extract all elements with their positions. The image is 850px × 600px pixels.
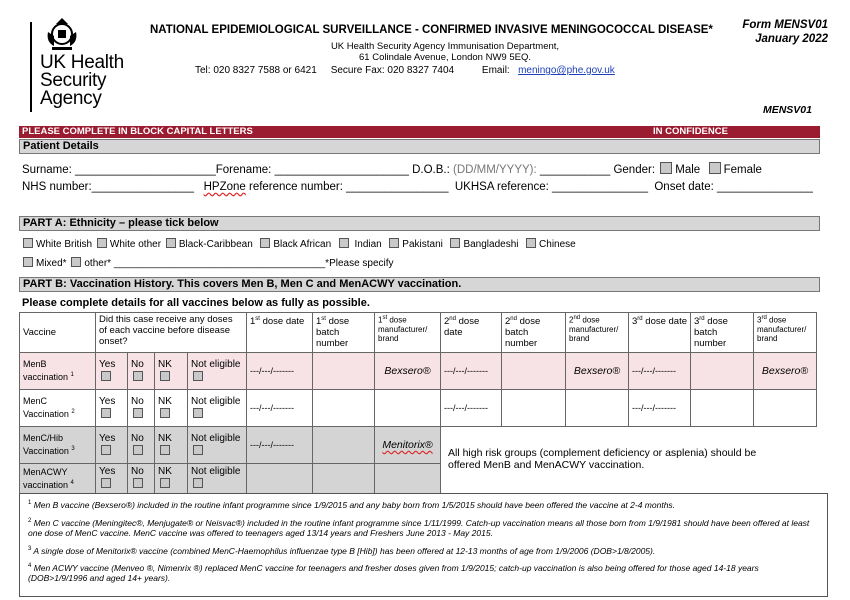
dob-field[interactable]: ___________ bbox=[539, 164, 611, 176]
vaccine-name: MenC/Hib Vaccination bbox=[23, 433, 69, 456]
vaccine-name: MenC Vaccination bbox=[23, 396, 69, 419]
nk-checkbox[interactable] bbox=[160, 478, 170, 488]
dose-ordinal: 3 bbox=[632, 316, 638, 328]
dose-suffix: rd bbox=[761, 315, 767, 321]
dose-label: dose date bbox=[444, 316, 480, 339]
dose1-batch-field[interactable] bbox=[313, 353, 375, 390]
org-line-2: Security bbox=[40, 70, 107, 91]
footnotes-box bbox=[19, 493, 828, 597]
col-dose1-batch bbox=[313, 313, 375, 353]
not-eligible-checkbox[interactable] bbox=[193, 445, 203, 455]
logo-bar bbox=[30, 22, 32, 112]
other-specify-field[interactable]: ______________________________________ bbox=[113, 258, 326, 269]
dose3-batch-field[interactable] bbox=[691, 353, 754, 390]
email-link[interactable]: meningo@phe.gov.uk bbox=[518, 65, 615, 76]
footnote-3 bbox=[28, 544, 819, 556]
no-option bbox=[128, 390, 155, 427]
not-eligible-option bbox=[188, 427, 247, 464]
nk-option bbox=[155, 390, 188, 427]
female-checkbox[interactable] bbox=[709, 162, 721, 174]
dose1-date-field[interactable]: ---/---/------- bbox=[247, 353, 313, 390]
dob-label: D.O.B.: bbox=[412, 164, 450, 176]
royal-crest-icon bbox=[44, 16, 80, 52]
dose1-batch-field[interactable] bbox=[313, 427, 375, 464]
male-checkbox[interactable] bbox=[660, 162, 672, 174]
dose1-batch-field[interactable] bbox=[313, 464, 375, 494]
block-capitals-notice: PLEASE COMPLETE IN BLOCK CAPITAL LETTERS bbox=[22, 126, 253, 137]
nk-label: NK bbox=[158, 466, 172, 477]
indian-checkbox[interactable] bbox=[339, 238, 349, 248]
no-checkbox[interactable] bbox=[133, 445, 143, 455]
yes-option bbox=[96, 427, 128, 464]
footnote-1 bbox=[28, 498, 819, 510]
dose-ordinal: 2 bbox=[444, 316, 450, 328]
not-eligible-label: Not eligible bbox=[191, 358, 241, 370]
yes-label: Yes bbox=[99, 358, 116, 370]
no-label: No bbox=[131, 466, 144, 477]
yes-option bbox=[96, 353, 128, 390]
nhs-number-field[interactable]: NHS number:________________ bbox=[22, 181, 194, 193]
nk-label: NK bbox=[158, 358, 172, 370]
dose-ordinal: 1 bbox=[378, 315, 383, 325]
org-line-1: UK Health bbox=[40, 52, 124, 73]
row-label bbox=[20, 390, 96, 427]
white-british-label: White British bbox=[36, 239, 93, 250]
dose-suffix: st bbox=[382, 315, 388, 321]
dose-suffix: rd bbox=[699, 316, 705, 322]
yes-checkbox[interactable] bbox=[101, 478, 111, 488]
vaccination-instruction: Please complete details for all vaccines below as fully as possible. bbox=[22, 297, 370, 309]
nk-checkbox[interactable] bbox=[160, 445, 170, 455]
dose-label: dose batch number bbox=[316, 316, 350, 350]
col-dose1-date bbox=[247, 313, 313, 353]
dose-label: dose manufacturer/ brand bbox=[569, 315, 619, 343]
form-date: January 2022 bbox=[755, 33, 828, 45]
row-label bbox=[20, 464, 96, 494]
dose2-batch-field[interactable] bbox=[502, 390, 566, 427]
female-label: Female bbox=[723, 164, 762, 176]
dose1-brand-field[interactable] bbox=[375, 464, 441, 494]
footnote-text: Men C vaccine (Meningitec®, Menjugate® or Neisvac®) included in the routine infant programme since 1/11/1999. Catch-up vaccination means all those born from 1/9/1981 should have been offered at least one dose of MenC vaccine. MenC vaccine was offered to teenagers aged 13/14 years and Freshers June 2013 - May 2015. bbox=[28, 517, 810, 538]
patient-row-2 bbox=[22, 181, 813, 193]
footnote-number: 1 bbox=[28, 500, 32, 506]
footnote-text: Men B vaccine (Bexsero®) included in the routine infant programme since 1/9/2015 and any baby born from 1/5/2015 should have been offered the vaccine at 2-4 months. bbox=[33, 499, 676, 510]
dose1-brand-field[interactable]: Bexsero® bbox=[375, 353, 441, 390]
high-risk-note: All high risk groups (complement deficiency or asplenia) should be offered MenB and MenACWY vaccination. bbox=[448, 447, 757, 471]
dob-hint: (DD/MM/YYYY): bbox=[453, 164, 537, 176]
footnote-4 bbox=[28, 561, 819, 583]
dose-suffix: st bbox=[321, 316, 326, 322]
dose2-date-field[interactable]: ---/---/------- bbox=[441, 353, 502, 390]
black-african-checkbox[interactable] bbox=[260, 238, 270, 248]
not-eligible-checkbox[interactable] bbox=[193, 478, 203, 488]
yes-label: Yes bbox=[99, 432, 116, 444]
dose-label: dose manufacturer/ brand bbox=[757, 315, 807, 343]
col-vaccine: Vaccine bbox=[20, 313, 96, 353]
vaccination-heading: PART B: Vaccination History. This covers Men B, Men C and MenACWY vaccination. bbox=[19, 277, 820, 292]
hpzone-field[interactable]: reference number: ________________ bbox=[248, 181, 449, 193]
dose-suffix: nd bbox=[573, 315, 581, 321]
mixed-checkbox[interactable] bbox=[23, 257, 33, 267]
other-label: other* bbox=[84, 258, 112, 269]
col-question: Did this case receive any doses of each vaccine before disease onset? bbox=[96, 313, 247, 353]
dose1-date-field[interactable]: ---/---/------- bbox=[247, 390, 313, 427]
black-caribbean-label: Black-Caribbean bbox=[178, 239, 253, 250]
address-line-2: 61 Colindale Avenue, London NW9 5EQ. bbox=[359, 52, 531, 63]
table-row-menc bbox=[20, 390, 817, 427]
footnote-ref: 4 bbox=[70, 479, 74, 486]
confidence-notice: IN CONFIDENCE bbox=[653, 126, 728, 137]
form-title: NATIONAL EPIDEMIOLOGICAL SURVEILLANCE - CONFIRMED INVASIVE MENINGOCOCCAL DISEASE* bbox=[150, 24, 713, 36]
footnote-number: 3 bbox=[28, 545, 32, 552]
bangladeshi-checkbox[interactable] bbox=[450, 238, 460, 248]
no-option bbox=[128, 464, 155, 494]
not-eligible-option bbox=[188, 390, 247, 427]
nk-label: NK bbox=[158, 395, 172, 407]
no-option bbox=[128, 427, 155, 464]
black-caribbean-checkbox[interactable] bbox=[166, 238, 176, 248]
yes-checkbox[interactable] bbox=[101, 445, 111, 455]
yes-label: Yes bbox=[99, 395, 116, 407]
dose2-brand-field[interactable] bbox=[566, 390, 629, 427]
nk-checkbox[interactable] bbox=[160, 371, 170, 381]
chinese-label: Chinese bbox=[539, 239, 576, 250]
form-code: MENSV01 bbox=[762, 104, 812, 116]
onset-date-field[interactable]: Onset date: _______________ bbox=[654, 181, 813, 193]
col-dose2-brand bbox=[566, 313, 629, 353]
pakistani-checkbox[interactable] bbox=[389, 238, 399, 248]
dose-label: dose batch number bbox=[694, 316, 728, 350]
other-checkbox[interactable] bbox=[71, 257, 81, 267]
footnote-number: 4 bbox=[28, 563, 32, 570]
dose-ordinal: 2 bbox=[505, 316, 511, 328]
org-name bbox=[40, 54, 124, 108]
not-eligible-label: Not eligible bbox=[191, 395, 241, 407]
not-eligible-label: Not eligible bbox=[191, 466, 241, 477]
footnote-ref: 3 bbox=[71, 446, 75, 452]
dose2-date-field[interactable]: ---/---/------- bbox=[441, 390, 502, 427]
ethnicity-options bbox=[21, 238, 576, 250]
white-other-label: White other bbox=[109, 239, 162, 250]
no-checkbox[interactable] bbox=[133, 371, 143, 381]
specify-note: *Please specify bbox=[325, 258, 394, 269]
table-row-menb bbox=[20, 353, 817, 390]
mixed-label: Mixed* bbox=[36, 258, 67, 269]
dose-suffix: nd bbox=[510, 316, 517, 322]
black-african-label: Black African bbox=[273, 239, 332, 250]
footnote-ref: 2 bbox=[71, 409, 75, 415]
table-header-row bbox=[20, 313, 817, 353]
white-other-checkbox[interactable] bbox=[97, 238, 107, 248]
dose-ordinal: 2 bbox=[569, 315, 574, 325]
no-label: No bbox=[131, 358, 144, 370]
contact-line bbox=[195, 65, 615, 76]
org-line-3: Agency bbox=[40, 88, 102, 109]
nk-option bbox=[155, 464, 188, 494]
not-eligible-checkbox[interactable] bbox=[193, 371, 203, 381]
dose2-batch-field[interactable] bbox=[502, 353, 566, 390]
footnote-ref: 1 bbox=[70, 372, 74, 378]
indian-label: Indian bbox=[354, 239, 382, 250]
footnote-number: 2 bbox=[28, 517, 32, 524]
dose3-date-field[interactable]: ---/---/------- bbox=[629, 353, 691, 390]
form-id-block bbox=[742, 18, 828, 46]
gender-label: Gender: bbox=[613, 164, 656, 176]
yes-option bbox=[96, 464, 128, 494]
nk-label: NK bbox=[158, 432, 172, 444]
nk-option bbox=[155, 427, 188, 464]
col-dose2-batch bbox=[502, 313, 566, 353]
forename-field[interactable]: Forename: _____________________ bbox=[215, 164, 409, 176]
vaccine-name: MenB vaccination bbox=[23, 359, 69, 382]
bangladeshi-label: Bangladeshi bbox=[463, 239, 519, 250]
surname-field[interactable]: Surname: ______________________ bbox=[22, 164, 216, 176]
ukhsa-reference-field[interactable]: UKHSA reference: _______________ bbox=[454, 181, 648, 193]
dose-label: dose date bbox=[645, 316, 688, 328]
dose3-date-field[interactable]: ---/---/------- bbox=[629, 390, 691, 427]
chinese-checkbox[interactable] bbox=[526, 238, 536, 248]
address-line-1: UK Health Security Agency Immunisation Department, bbox=[330, 41, 560, 52]
no-checkbox[interactable] bbox=[133, 408, 143, 418]
dose-label: dose batch number bbox=[505, 316, 541, 350]
dose3-brand-field[interactable]: Bexsero® bbox=[754, 353, 817, 390]
ethnicity-other-row bbox=[21, 257, 394, 269]
menitorix-brand: Menitorix® bbox=[382, 439, 433, 451]
pakistani-label: Pakistani bbox=[402, 239, 443, 250]
row-label bbox=[20, 353, 96, 390]
not-eligible-option bbox=[188, 353, 247, 390]
yes-checkbox[interactable] bbox=[101, 408, 111, 418]
no-checkbox[interactable] bbox=[133, 478, 143, 488]
no-label: No bbox=[131, 432, 144, 444]
col-dose3-batch bbox=[691, 313, 754, 353]
footnote-2 bbox=[28, 516, 819, 538]
white-british-checkbox[interactable] bbox=[23, 238, 33, 248]
address-block bbox=[195, 41, 695, 63]
ukhsa-logo bbox=[30, 10, 140, 110]
male-label: Male bbox=[675, 164, 701, 176]
yes-option bbox=[96, 390, 128, 427]
dose3-batch-field[interactable] bbox=[691, 390, 754, 427]
dose1-brand-field[interactable] bbox=[375, 427, 441, 464]
telephone: Tel: 020 8327 7588 or 6421 bbox=[195, 65, 317, 76]
patient-details-heading: Patient Details bbox=[19, 139, 820, 154]
patient-row-1 bbox=[22, 162, 762, 176]
fax: Secure Fax: 020 8327 7404 bbox=[330, 65, 455, 76]
dose-suffix: st bbox=[255, 316, 260, 322]
dose3-brand-field[interactable] bbox=[754, 390, 817, 427]
nk-option bbox=[155, 353, 188, 390]
form-id: Form MENSV01 bbox=[742, 19, 828, 31]
email-label: Email: bbox=[481, 65, 510, 76]
not-eligible-checkbox[interactable] bbox=[193, 408, 203, 418]
dose-label: dose date bbox=[262, 316, 305, 328]
yes-label: Yes bbox=[99, 466, 116, 477]
not-eligible-option bbox=[188, 464, 247, 494]
hpzone-label: HPZone bbox=[203, 181, 246, 193]
instruction-banner bbox=[19, 126, 820, 138]
dose-suffix: nd bbox=[449, 316, 456, 322]
dose-ordinal: 3 bbox=[757, 315, 762, 325]
footnote-text: A single dose of Menitorix® vaccine (combined MenC-Haemophilus influenzae type B [Hib]) has been offered at 12-13 months of age from 1/9/2006 (DOB>1/8/2005). bbox=[33, 545, 656, 556]
row-label bbox=[20, 427, 96, 464]
dose1-brand-field[interactable] bbox=[375, 390, 441, 427]
ethnicity-heading: PART A: Ethnicity – please tick below bbox=[19, 216, 820, 231]
vaccine-name: MenACWY vaccination bbox=[23, 466, 69, 490]
dose1-batch-field[interactable] bbox=[313, 390, 375, 427]
yes-checkbox[interactable] bbox=[101, 371, 111, 381]
no-option bbox=[128, 353, 155, 390]
dose1-date-field[interactable]: ---/---/------- bbox=[247, 427, 313, 464]
dose-ordinal: 1 bbox=[316, 316, 322, 328]
col-dose3-brand bbox=[754, 313, 817, 353]
dose-ordinal: 1 bbox=[250, 316, 256, 328]
dose-ordinal: 3 bbox=[694, 316, 700, 328]
not-eligible-label: Not eligible bbox=[191, 432, 241, 444]
col-dose2-date bbox=[441, 313, 502, 353]
dose1-date-field[interactable] bbox=[247, 464, 313, 494]
dose-suffix: rd bbox=[637, 316, 643, 322]
dose-label: dose manufacturer/ brand bbox=[378, 315, 428, 343]
nk-checkbox[interactable] bbox=[160, 408, 170, 418]
dose2-brand-field[interactable]: Bexsero® bbox=[566, 353, 629, 390]
footnote-text: Men ACWY vaccine (Menveo ®, Nimenrix ®) replaced MenC vaccine for teenagers and fresher doses given from 1/9/2015; catch-up vaccination is also being offered for those aged 14-18 years (DOB>1/9/1996 and aged 14+ years). bbox=[28, 563, 759, 584]
no-label: No bbox=[131, 395, 144, 407]
col-dose3-date bbox=[629, 313, 691, 353]
col-dose1-brand bbox=[375, 313, 441, 353]
